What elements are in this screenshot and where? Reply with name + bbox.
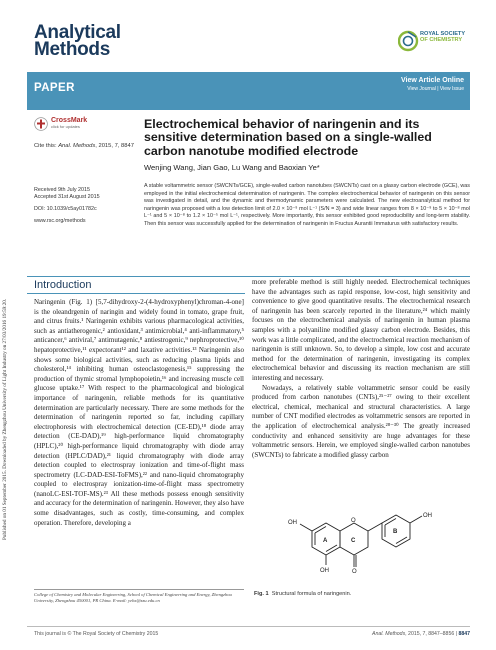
- publisher-name: [420, 31, 465, 44]
- crossmark-label: CrossMark: [51, 117, 88, 124]
- naringenin-structure: [278, 509, 458, 574]
- introduction-left-column: Naringenin (Fig. 1) [5,7-dihydroxy-2-(4-hydroxyphenyl)chroman-4-one] is the oleandrgenin of naringin and widely found in tomato, grape fruit, and citrus fruits.¹ Naringenin exhibits various pharmacological activities, such as antiatherogenic,² antioxidant,³ antimicrobial,⁴ anti-inflammatory,⁵ anticancer,⁶ antiviral,⁷ antimutagenic,⁸ antiestrogenic,⁹ nephroprotective,¹⁰ hepatoprotective,¹¹ expectorant¹² and laxative activities.¹³ Naringenin also shows some biological activities, such as reducing plasma lipids and cholesterol,¹⁴ inhibiting human osteoclastogenesis,¹⁵ suppressing the production of thymic stromal lymphopoietin,¹⁶ and increasing muscle cell glucose uptake.¹⁷ With respect to the pharmacological and biological importance of naringenin, reliable methods for its quantitative determination are particularly necessary. There are some methods for the determination of naringenin reported so far, including capillary electrophoresis with electrochemical detection (CE-ED),¹⁸ diode array detection (CE-DAD),¹⁹ high-performance liquid chromatography (HPLC),²⁰ high-performance liquid chromatography with diode array detection (HPLC/DAD),²¹ liquid chromatography with diode array detection coupled to electrospray ionization and time-of-flight mass spectrometry (LC-DAD-ESI-ToFMS),²² and nano-liquid chromatography coupled to electrospray ionization-time-of-flight mass spectrometry (nanoLC-ESI-TOF-MS).²³ All these methods possess enough sensitivity and accuracy for the determination of naringenin. However, they also have some disadvantages, such as costly, time-consuming, and complex operation. Therefore, developing a: [34, 298, 244, 527]
- figure-label: Fig. 1: [254, 591, 269, 597]
- journal-title[interactable]: [34, 24, 121, 58]
- publisher-name-line-1: ROYAL SOCIETY: [420, 31, 466, 37]
- hydroxyl-label-1: OH: [288, 520, 297, 526]
- carbonyl-oxygen-label: O: [352, 569, 357, 574]
- author-list: Wenjing Wang, Jian Gao, Lu Wang and Baoxian Ye*: [144, 163, 320, 172]
- crossmark-badge[interactable]: [34, 117, 87, 131]
- accepted-date: Accepted 31st August 2015: [34, 194, 100, 200]
- abstract: A stable voltammetric sensor (SWCNTs/GCE), single-walled carbon nanotubes (SWCNTs) cast on a glassy carbon electrode (GCE), was employed in the initial electrochemical determination of naringenin. The complex electrochemical behavior of naringenin on this sensor was investigated in detail, and the dynamic and thermodynamic parameters were calculated. The new electroanalytical method for naringenin was proposed with a low detection limit of 2.0 × 10⁻⁹ mol L⁻¹ (S/N = 3) and wide linear ranges from 8 × 10⁻⁹ to 5 × 10⁻⁸ mol L⁻¹ and 5 × 10⁻⁸ to 1.2 × 10⁻⁵ mol L⁻¹, respectively. More importantly, this sensor exhibited good reproducibility and long-term stability. Then this sensor was successfully applied for the determination of naringenin in Fructus Aurantii Immaturus with satisfactory results.: [144, 183, 470, 227]
- journal-url[interactable]: www.rsc.org/methods: [34, 218, 86, 224]
- publisher-name-line-2: OF CHEMISTRY: [420, 37, 463, 44]
- affiliation-footnote: College of Chemistry and Molecular Engineering, School of Chemical Engineering and Energy, Zhengzhou University, Zhengzhou 450001, PR China. E-mail: yebx@zzu.edu.cn: [34, 592, 232, 603]
- doi[interactable]: DOI: 10.1039/c5ay01782c: [34, 206, 97, 212]
- hydroxyl-label-2: OH: [320, 568, 329, 574]
- ring-oxygen-label: O: [351, 518, 356, 524]
- cite-rest: , 2015, 7, 8847: [95, 143, 134, 149]
- page-reference: [372, 631, 470, 637]
- article-type-label: PAPER: [34, 82, 75, 94]
- section-rule-bottom: [27, 293, 245, 294]
- introduction-paragraph-1: more preferable method is still highly needed. Electrochemical techniques have the advantages such as rapid response, low-cost, high sensitivity and convenience to give good quantitative results. The electrochemical research of naringenin has been scarcely reported in the literature,²⁴ which mainly focuses on the electrochemical analysis of naringenin in human plasma samples with a polyaniline modified glassy carbon electrode. Besides, this work was a little complicated, and the electrochemical reaction mechanism of naringenin is still unknown. So, to develop a simple, low cost and accurate method for the determination of naringenin, investigating its complex electrochemical behavior and discussing its reaction mechanism are still interesting and necessary.: [252, 278, 470, 382]
- footer-journal: Anal. Methods: [372, 631, 406, 637]
- introduction-paragraph-2: Nowadays, a relatively stable voltammetric sensor could be easily produced from carbon nanotubes (CNTs),²⁵⁻²⁷ owing to their excellent electrical, chemical, mechanical and structural characteristics. A large number of CNT modified electrodes as voltammetric sensors are reported in the application of electrochemical analysis.²⁸⁻³⁰ The greatly increased conductivity and enhanced sensitivity are huge advantages for these voltammetric sensors. Herein, we employed single-walled carbon nanotubes (SWCNTs) to fabricate a modified glassy carbon: [252, 383, 470, 459]
- cite-prefix: Cite this:: [34, 143, 57, 149]
- journal-title-line-2: Methods: [34, 39, 111, 60]
- hydroxyl-label-3: OH: [423, 513, 432, 519]
- crossmark-sub: click for updates: [51, 124, 80, 129]
- article-title: Electrochemical behavior of naringenin and its sensitive determination based on a single-walled carbon nanotube modified electrode: [144, 117, 432, 158]
- introduction-right-column: [252, 278, 470, 460]
- ring-a-label: A: [323, 538, 328, 544]
- footnote-rule: [34, 589, 244, 590]
- citation: [34, 143, 134, 149]
- introduction-heading: Introduction: [34, 279, 92, 291]
- article-dates: [34, 187, 100, 225]
- footer-rule: [27, 626, 470, 627]
- journal-title-line-1: Analytical: [34, 22, 121, 43]
- crossmark-icon: [34, 117, 48, 131]
- view-journal-issue-links[interactable]: View Journal | View Issue: [407, 86, 464, 92]
- view-online-links: [401, 77, 464, 92]
- cite-journal: Anal. Methods: [58, 143, 96, 149]
- view-article-online-link[interactable]: View Article Online: [400, 77, 464, 84]
- copyright-notice: This journal is © The Royal Society of Chemistry 2015: [34, 631, 159, 637]
- footer-volume-pages: , 2015, 7, 8847–8856 |: [405, 631, 459, 637]
- page-number: 8847: [458, 631, 470, 637]
- ring-b-label: B: [393, 529, 398, 535]
- section-rule-top: [27, 276, 470, 277]
- figure-caption: [254, 591, 351, 597]
- ring-c-label: C: [351, 538, 356, 544]
- received-date: Received 9th July 2015: [34, 187, 91, 193]
- download-notice: Published on 01 September 2015. Downloaded by Zhengzhou University of Light Industry on 27/03/2016 19:59:20.: [2, 298, 8, 540]
- figure-caption-text: Structural formula of naringenin.: [271, 591, 352, 597]
